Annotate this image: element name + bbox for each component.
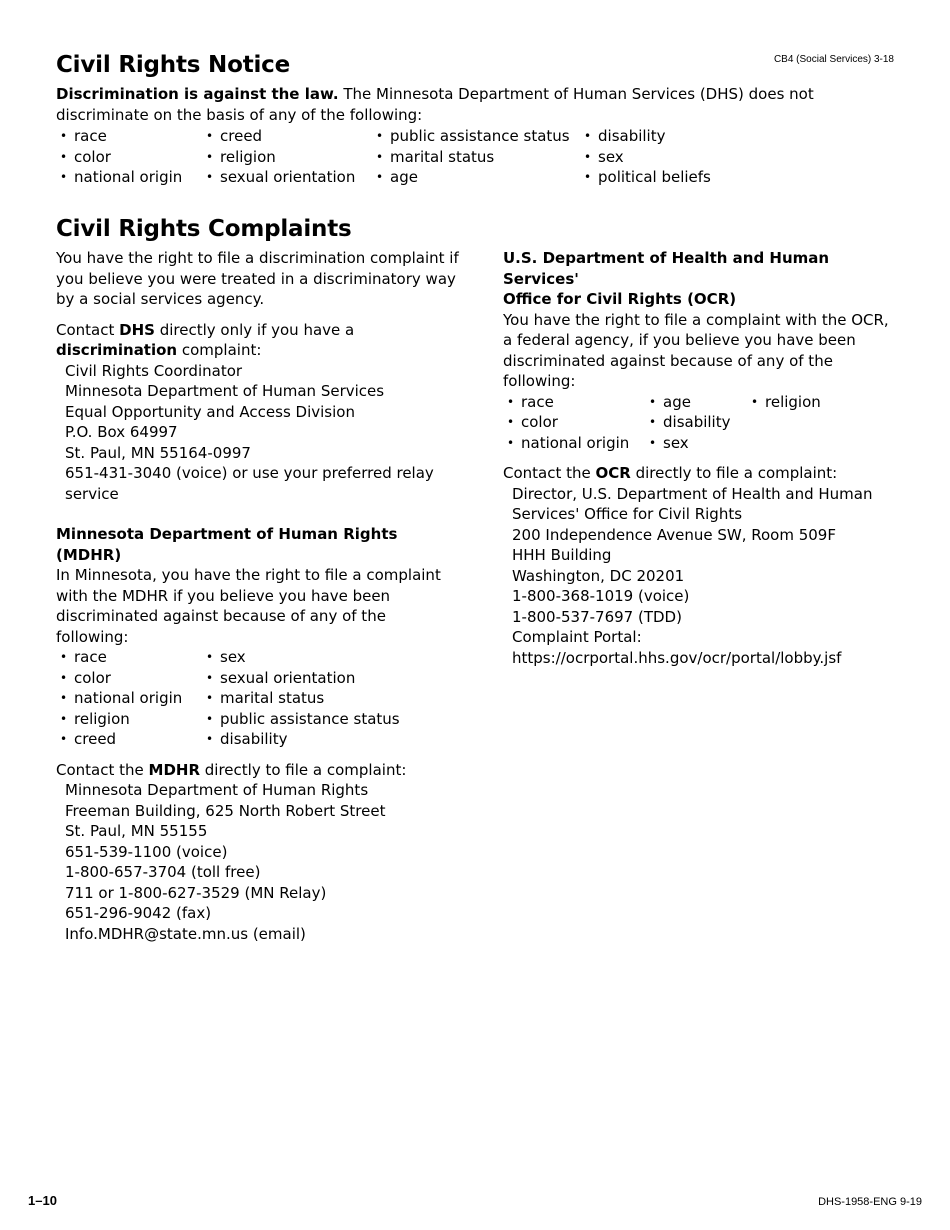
complaints-intro: You have the right to file a discrimination complaint if you believe you were treated in a discriminatory way by a social services agency. — [56, 249, 459, 308]
list-item: • race — [56, 647, 202, 668]
ocr-bases-col-2 — [645, 392, 747, 454]
list-item: • religion — [747, 392, 847, 413]
notice-title: Civil Rights Notice — [56, 52, 291, 78]
address-line: 1-800-657-3704 (toll free) — [65, 863, 261, 881]
address-line: Complaint Portal: — [512, 628, 642, 646]
ocr-bases-col-3 — [747, 392, 847, 454]
page-number: 1–10 — [28, 1193, 57, 1208]
list-item: • marital status — [202, 688, 442, 709]
mdhr-contact-post: directly to file a complaint: — [200, 760, 407, 779]
ocr-address — [503, 484, 898, 669]
ocr-bases-col-1 — [503, 392, 645, 454]
list-item: • disability — [580, 126, 740, 147]
list-item: • disability — [645, 412, 747, 433]
list-item: • creed — [56, 729, 202, 750]
ocr-contact-post: directly to file a complaint: — [630, 464, 838, 482]
list-item: • creed — [202, 126, 372, 147]
ocr-heading — [503, 248, 898, 310]
list-item: • race — [56, 126, 202, 147]
list-item: • sexual orientation — [202, 668, 442, 689]
list-item: • disability — [202, 729, 442, 750]
notice-intro — [56, 84, 901, 125]
dhs-contact-mid: directly only if you have a — [154, 320, 355, 339]
dhs-contact-type: discrimination — [56, 341, 178, 359]
ocr-contact-agency: OCR — [595, 464, 631, 482]
notice-bases-col-3 — [372, 126, 580, 188]
mdhr-address — [56, 780, 461, 944]
complaints-title: Civil Rights Complaints — [56, 216, 352, 242]
dhs-contact-line — [56, 320, 461, 361]
left-column — [56, 248, 461, 944]
list-item: • color — [56, 668, 202, 689]
notice-bases-col-4 — [580, 126, 740, 188]
list-item: • marital status — [372, 147, 580, 168]
list-item: • sex — [202, 647, 442, 668]
dhs-contact-pre: Contact — [56, 320, 120, 339]
address-line: St. Paul, MN 55164-0997 — [65, 443, 251, 462]
ocr-contact-pre: Contact the — [503, 464, 596, 482]
list-item: • political beliefs — [580, 167, 740, 188]
ocr-contact-line — [503, 463, 898, 484]
address-line: 651-539-1100 (voice) — [65, 842, 228, 861]
list-item: • color — [503, 412, 645, 433]
list-item: • sex — [645, 433, 747, 454]
list-item: • national origin — [56, 167, 202, 188]
mdhr-contact-pre: Contact the — [56, 760, 149, 779]
address-line: Equal Opportunity and Access Division — [65, 402, 355, 421]
dhs-address — [56, 361, 461, 505]
address-line: 711 or 1-800-627-3529 (MN Relay) — [65, 883, 327, 902]
list-item: • color — [56, 147, 202, 168]
address-line: 651-431-3040 (voice) or use your preferred relay — [65, 464, 434, 482]
address-line: St. Paul, MN 55155 — [65, 822, 208, 840]
ocr-bases-list — [503, 392, 898, 454]
address-line: Freeman Building, 625 North Robert Street — [65, 801, 386, 820]
address-line: 200 Independence Avenue SW, Room 509F — [512, 525, 836, 544]
list-item: • public assistance status — [372, 126, 580, 147]
list-item: • age — [645, 392, 747, 413]
address-line: HHH Building — [512, 546, 612, 564]
mdhr-heading: Minnesota Department of Human Rights (MDHR) — [56, 525, 398, 564]
address-line: 651-296-9042 (fax) — [65, 904, 212, 922]
address-line: 1-800-368-1019 (voice) — [512, 587, 690, 605]
list-item: • religion — [56, 709, 202, 730]
mdhr-contact-line — [56, 760, 461, 781]
right-column — [503, 248, 898, 668]
address-line: Info.MDHR@state.mn.us (email) — [65, 924, 306, 943]
list-item: • age — [372, 167, 580, 188]
list-item: • religion — [202, 147, 372, 168]
notice-intro-rest: The Minnesota Department of Human Services (DHS) does not discriminate on the basis of any of the following: — [56, 85, 814, 124]
list-item: • national origin — [56, 688, 202, 709]
ocr-intro: You have the right to file a complaint with the OCR, a federal agency, if you believe you have been discriminated against because of any of the following: — [503, 310, 889, 390]
list-item: • sexual orientation — [202, 167, 372, 188]
notice-bases-col-1 — [56, 126, 202, 188]
address-line: P.O. Box 64997 — [65, 423, 178, 441]
address-line: Minnesota Department of Human Services — [65, 382, 385, 400]
doc-code: DHS-1958-ENG 9-19 — [818, 1196, 922, 1208]
list-item: • national origin — [503, 433, 645, 454]
dhs-contact-agency: DHS — [119, 320, 155, 339]
address-line: Civil Rights Coordinator — [65, 361, 243, 380]
list-item: • public assistance status — [202, 709, 442, 730]
mdhr-intro: In Minnesota, you have the right to file a complaint with the MDHR if you believe you have been discriminated against because of any of the following: — [56, 566, 441, 646]
address-line: Washington, DC 20201 — [512, 566, 685, 585]
notice-intro-bold: Discrimination is against the law. — [56, 85, 339, 103]
address-line: service — [65, 484, 119, 503]
ocr-heading-line-1: U.S. Department of Health and Human Services' — [503, 249, 830, 288]
list-item: • sex — [580, 147, 740, 168]
address-line: Minnesota Department of Human Rights — [65, 781, 369, 799]
mdhr-bases-list — [56, 647, 461, 750]
form-code: CB4 (Social Services) 3-18 — [773, 54, 894, 65]
notice-bases-col-2 — [202, 126, 372, 188]
ocr-heading-line-2: Office for Civil Rights (OCR) — [503, 290, 737, 308]
mdhr-bases-col-1 — [56, 647, 202, 750]
address-line: Director, U.S. Department of Health and Human — [512, 484, 873, 503]
address-line: Services' Office for Civil Rights — [512, 505, 743, 523]
notice-bases-list — [56, 126, 740, 188]
mdhr-bases-col-2 — [202, 647, 442, 750]
list-item: • race — [503, 392, 645, 413]
ocr-portal-link[interactable]: https://ocrportal.hhs.gov/ocr/portal/lobby.jsf — [512, 648, 842, 667]
dhs-contact-post: complaint: — [177, 341, 262, 359]
mdhr-contact-agency: MDHR — [148, 760, 200, 779]
address-line: 1-800-537-7697 (TDD) — [512, 607, 682, 626]
